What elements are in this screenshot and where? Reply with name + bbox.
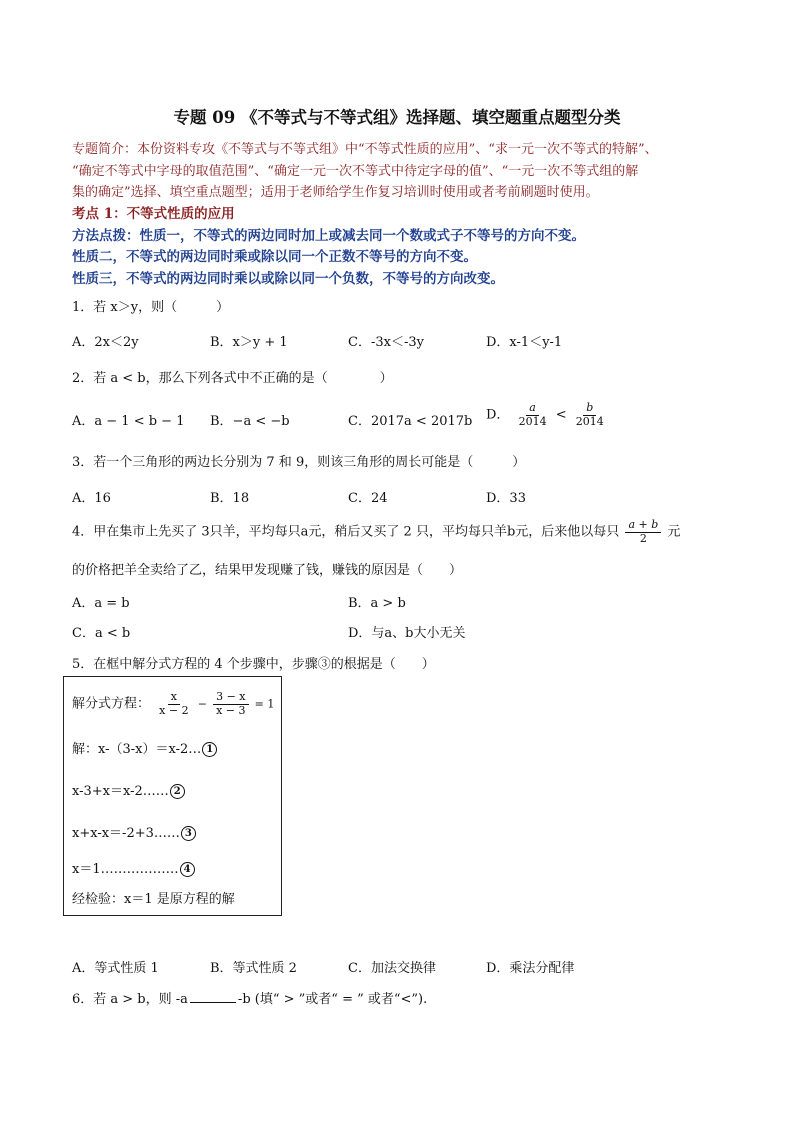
question-2-stem: 2．若 a < b，那么下列各式中不正确的是（ ） (72, 371, 393, 386)
question-5-option-c: C．加法交换律 (348, 961, 436, 976)
question-5-option-d: D．乘法分配律 (486, 961, 575, 976)
fraction-b-over-2014 (573, 402, 607, 428)
answer-blank[interactable] (190, 1001, 236, 1003)
step-2 (72, 780, 185, 799)
fraction-3-minus-x-over-x-minus-3 (213, 691, 248, 717)
question-2-option-b: B．−a < −b (210, 414, 290, 429)
step-3-text: x+x-x＝-2+3…… (72, 826, 180, 841)
fraction-a-over-2014 (516, 402, 550, 428)
question-4-stem-part2: 元 (667, 524, 681, 540)
question-4-option-c: C．a < b (72, 626, 131, 641)
section-heading: 考点 1：不等式性质的应用 (72, 206, 235, 222)
intro-line-3: 集的确定”选择、填空重点题型；适用于老师给学生作复习培训时使用或者考前刷题时使用。 (72, 185, 599, 200)
question-3-option-c: C．24 (348, 491, 388, 506)
intro-line-1: 专题简介：本份资料专攻《不等式与不等式组》中“不等式性质的应用”、“求一元一次不等式的特解”、 (72, 142, 658, 157)
question-2-option-d (486, 402, 609, 428)
fraction-a-plus-b-over-2 (625, 519, 661, 545)
step-2-text: x-3+x＝x-2…… (72, 784, 169, 799)
question-3-stem: 3．若一个三角形的两边长分别为 7 和 9，则该三角形的周长可能是（ ） (72, 455, 526, 470)
method-line-1: 方法点拨：性质一，不等式的两边同时加上或减去同一个数或式子不等号的方向不变。 (72, 228, 585, 244)
question-3-option-a: A．16 (72, 491, 111, 506)
fraction-numerator: a (526, 402, 539, 416)
question-4-stem-line-2: 的价格把羊全卖给了乙，结果甲发现赚了钱，赚钱的原因是（ ） (72, 563, 463, 578)
step-1-text: 解：x-（3-x）＝x-2… (72, 742, 202, 757)
fraction-numerator: 3 − x (213, 691, 248, 705)
verification-line: 经检验：x＝1 是原方程的解 (72, 892, 235, 907)
fraction-x-over-x-minus-2 (156, 691, 191, 717)
circled-number-3: 3 (181, 826, 196, 841)
step-4 (72, 858, 195, 877)
question-3-option-d: D．33 (486, 491, 526, 506)
question-6-stem (72, 988, 427, 1007)
fraction-denominator: x − 2 (159, 703, 189, 717)
question-1-option-b: B．x＞y + 1 (210, 335, 288, 350)
intro-line-2: “确定不等式中字母的取值范围”、“确定一元一次不等式中待定字母的值”、“一元一次不等式组的解 (72, 164, 639, 179)
question-4-option-b: B．a > b (348, 596, 406, 611)
circled-number-1: 1 (202, 742, 217, 757)
fraction-numerator: x (168, 691, 180, 705)
method-line-3: 性质三，不等式的两边同时乘以或除以同一个负数，不等号的方向改变。 (72, 271, 504, 287)
page-title: 专题 09 《不等式与不等式组》选择题、填空题重点题型分类 (173, 108, 621, 127)
question-4-option-a: A．a = b (72, 596, 130, 611)
circled-number-2: 2 (170, 784, 185, 799)
question-1-option-d: D．x-1＜y-1 (486, 335, 563, 350)
fraction-denominator: 2014 (575, 414, 604, 428)
fraction-numerator: b (583, 402, 596, 416)
fraction-denominator: 2014 (518, 414, 547, 428)
question-4-stem-part1: 4．甲在集市上先买了 3只羊，平均每只a元，稍后又买了 2 只，平均每只羊b元，后来他以每只 (72, 524, 620, 540)
less-than-sign: < (555, 407, 567, 423)
minus-sign: − (197, 697, 207, 711)
question-1-option-c: C．-3x＜-3y (348, 335, 424, 350)
equation-line (72, 691, 274, 717)
fraction-denominator: x − 3 (216, 703, 246, 717)
question-4-option-d: D．与a、b大小无关 (348, 626, 466, 641)
question-6-prefix: 6．若 a > b，则 -a (72, 992, 188, 1007)
solution-box (63, 676, 282, 916)
fraction-numerator: a + b (625, 519, 661, 533)
fraction-denominator: 2 (639, 531, 647, 545)
option-d-prefix: D． (486, 407, 510, 423)
question-5-stem: 5．在框中解分式方程的 4 个步骤中，步骤③的根据是（ ） (72, 657, 435, 672)
question-2-option-a: A．a − 1 < b − 1 (72, 414, 185, 429)
step-4-text: x＝1……………… (72, 862, 179, 877)
step-3 (72, 822, 196, 841)
question-5-option-b: B．等式性质 2 (210, 961, 297, 976)
question-3-option-b: B．18 (210, 491, 250, 506)
equals-one: = 1 (254, 697, 275, 711)
equation-label: 解分式方程： (72, 696, 151, 712)
question-5-option-a: A．等式性质 1 (72, 961, 159, 976)
question-4-stem (72, 519, 680, 545)
method-line-2: 性质二，不等式的两边同时乘或除以同一个正数不等号的方向不变。 (72, 249, 477, 265)
step-1 (72, 738, 217, 757)
question-2-option-c: C．2017a < 2017b (348, 414, 473, 429)
question-1-option-a: A．2x＜2y (72, 335, 139, 350)
question-1-stem: 1．若 x＞y，则（ ） (72, 300, 230, 315)
circled-number-4: 4 (180, 862, 195, 877)
question-6-suffix: -b (填“ > ”或者“ = ” 或者“<”). (237, 992, 428, 1007)
